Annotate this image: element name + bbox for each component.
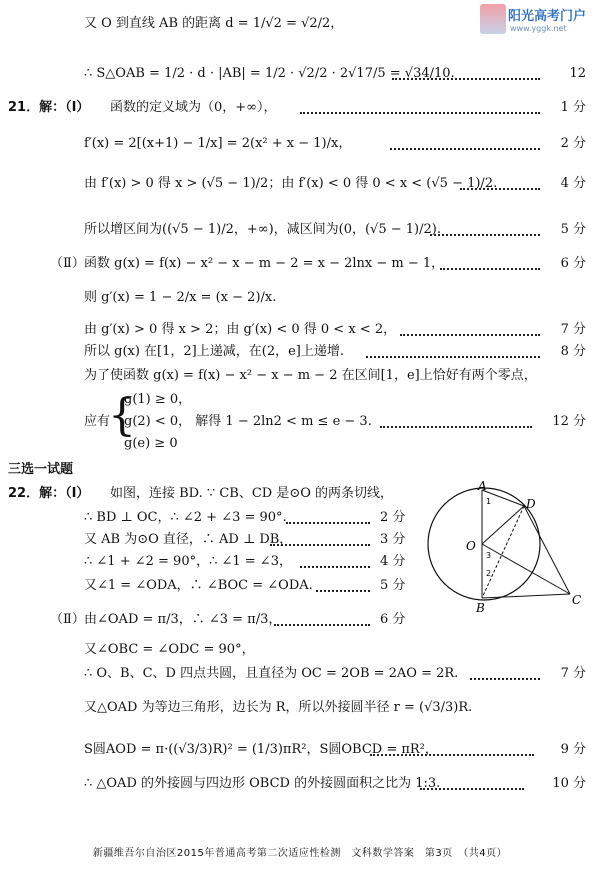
label-o: O <box>466 539 476 553</box>
line-q22-a: ∴ BD ⊥ OC，∴ ∠2 + ∠3 = 90°. <box>84 510 287 525</box>
leader-dots <box>440 268 540 270</box>
score-1: 1 分 <box>560 100 586 115</box>
line-q22-j: ∴ △OAD 的外接圆与四边形 OBCD 的外接圆面积之比为 1:3. <box>84 776 441 791</box>
score-5: 5 分 <box>560 222 586 237</box>
line-q22-connect: 如图，连接 BD. ∵ CB、CD 是⊙O 的两条切线， <box>110 486 393 501</box>
q22-label: 22．解：（Ⅰ） <box>8 486 90 501</box>
q22-part2-label: （Ⅱ） <box>50 612 85 627</box>
line-g-monotonic: 所以 g(x) 在[1，2]上递减，在(2，e]上递增. <box>84 344 344 359</box>
score-q22-5: 5 分 <box>380 578 406 593</box>
score-4: 4 分 <box>560 176 586 191</box>
leader-dots <box>300 566 370 568</box>
condition-g2: g(2) < 0， 解得 1 − 2ln2 < m ≤ e − 3. <box>124 414 372 429</box>
score-2: 2 分 <box>560 136 586 151</box>
logo-site-url: www.yggk.net <box>510 24 567 33</box>
leader-dots <box>392 78 540 80</box>
label-angle-1: 1 <box>486 497 492 506</box>
leader-dots <box>300 112 540 114</box>
section-three-choose-one: 三选一试题 <box>8 462 74 477</box>
leader-dots <box>420 788 524 790</box>
conditions-prefix: 应有 <box>84 414 111 429</box>
segment-od <box>482 506 524 544</box>
leader-dots <box>470 678 540 680</box>
label-c: C <box>572 593 582 607</box>
score-12: 12 <box>569 66 586 81</box>
part2-label: （Ⅱ） <box>50 256 85 271</box>
score-q22-7: 7 分 <box>560 666 586 681</box>
leader-dots <box>460 188 540 190</box>
label-a: A <box>478 479 487 493</box>
line-g-sign: 由 g′(x) > 0 得 x > 2；由 g′(x) < 0 得 0 < x < 2， <box>84 322 397 337</box>
leader-dots <box>274 624 370 626</box>
leader-dots <box>390 148 540 150</box>
leader-dots <box>370 754 534 756</box>
leader-dots <box>366 356 540 358</box>
leader-dots <box>270 544 370 546</box>
label-b: B <box>476 601 485 615</box>
label-angle-3: 3 <box>486 551 492 560</box>
score-q22-2: 2 分 <box>380 510 406 525</box>
score-q22-9: 9 分 <box>560 742 586 757</box>
line-monotonic-cond: 由 f′(x) > 0 得 x > (√5 − 1)/2；由 f′(x) < 0 得 0 < x < (√5 − 1)/2. <box>84 176 498 191</box>
logo-icon <box>480 4 506 34</box>
line-distance-d: 又 O 到直线 AB 的距离 d = 1/√2 = √2/2， <box>84 16 344 31</box>
left-brace: { <box>108 390 136 441</box>
score-6: 6 分 <box>560 256 586 271</box>
line-intervals: 所以增区间为((√5 − 1)/2，+∞)，减区间为(0，(√5 − 1)/2). <box>84 222 441 237</box>
leader-dots <box>400 334 540 336</box>
score-q22-3: 3 分 <box>380 532 406 547</box>
tangent-bc <box>482 594 570 598</box>
line-q22-f: 又∠OBC = ∠ODC = 90°， <box>84 642 255 657</box>
line-q22-h: 又△OAD 为等边三角形，边长为 R，所以外接圆半径 r = (√3/3)R. <box>84 700 473 715</box>
score-8: 8 分 <box>560 344 586 359</box>
label-d: D <box>526 497 536 511</box>
condition-g1: g(1) ≥ 0， <box>124 392 192 407</box>
label-angle-2: 2 <box>486 569 492 578</box>
line-q22-i: S圆AOD = π·((√3/3)R)² = (1/3)πR²，S圆OBCD = πR²， <box>84 742 438 757</box>
line-two-zeros: 为了使函数 g(x) = f(x) − x² − x − m − 2 在区间[1，e]上恰好有两个零点， <box>84 368 537 383</box>
leader-dots <box>430 234 540 236</box>
page-footer: 新疆维吾尔自治区2015年普通高考第二次适应性检测 文科数学答案 第3页 （共4页） <box>92 848 508 859</box>
watermark-logo <box>480 2 598 40</box>
score-7: 7 分 <box>560 322 586 337</box>
leader-dots <box>286 522 370 524</box>
line-area-oab: ∴ S△OAB = 1/2 · d · |AB| = 1/2 · √2/2 · 2√17/5 = √34/10. <box>84 66 455 81</box>
leader-dots <box>380 426 532 428</box>
line-q22-g: ∴ O、B、C、D 四点共圆，且直径为 OC = 2OB = 2AO = 2R. <box>84 666 459 681</box>
leader-dots <box>316 590 370 592</box>
line-g-derivative: 则 g′(x) = 1 − 2/x = (x − 2)/x. <box>84 290 277 305</box>
q21-label: 21．解：（Ⅰ） <box>8 100 90 115</box>
geometry-figure <box>420 478 590 618</box>
score-q22-6: 6 分 <box>380 612 406 627</box>
score-12b: 12 分 <box>552 414 586 429</box>
line-q22-d: 又∠1 = ∠ODA，∴ ∠BOC = ∠ODA. <box>84 578 313 593</box>
logo-site-name: 阳光高考门户 <box>508 9 587 24</box>
circle-o <box>428 488 540 600</box>
score-q22-10: 10 分 <box>552 776 586 791</box>
line-domain: 函数的定义域为（0，+∞）， <box>110 100 277 115</box>
line-derivative: f′(x) = 2[(x+1) − 1/x] = 2(x² + x − 1)/x， <box>84 136 352 151</box>
condition-ge: g(e) ≥ 0 <box>124 436 178 451</box>
line-g-def: 函数 g(x) = f(x) − x² − x − m − 2 = x − 2lnx − m − 1， <box>84 256 445 271</box>
line-q22-e: 由∠OAD = π/3，∴ ∠3 = π/3， <box>84 612 282 627</box>
score-q22-4: 4 分 <box>380 554 406 569</box>
line-q22-c: ∴ ∠1 + ∠2 = 90°，∴ ∠1 = ∠3， <box>84 554 292 569</box>
line-q22-b: 又 AB 为⊙O 直径，∴ AD ⊥ DB， <box>84 532 293 547</box>
